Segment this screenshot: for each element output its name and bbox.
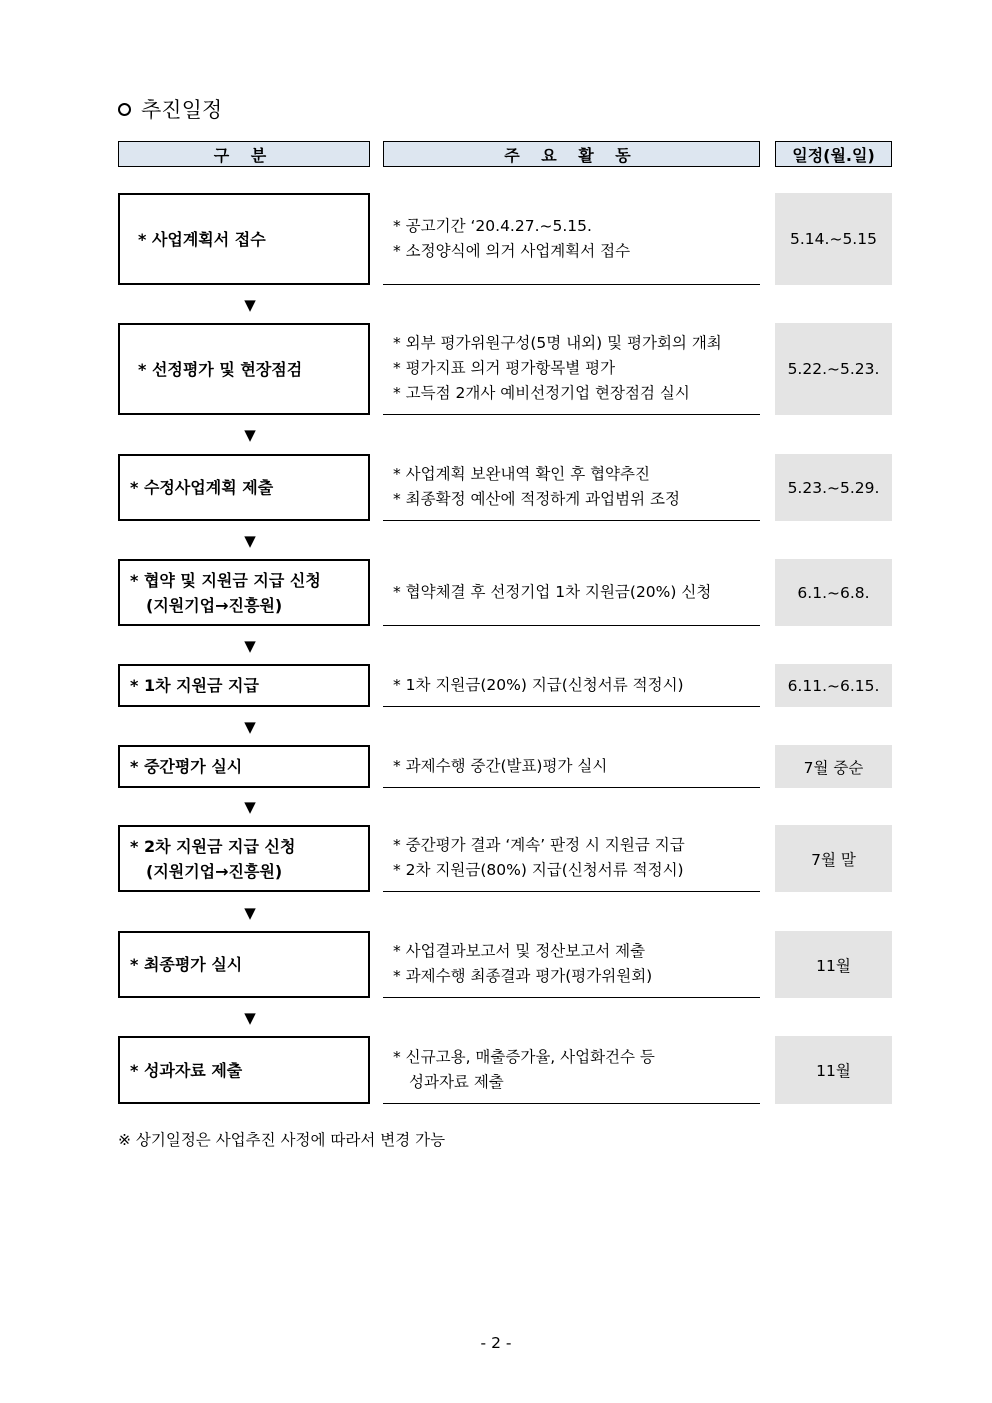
activity-cell <box>383 1036 760 1104</box>
step-label: * 최종평가 실시 <box>130 955 243 974</box>
step-label: * 수정사업계획 제출 <box>130 478 274 497</box>
activity-line: * 평가지표 의거 평가항목별 평가 <box>393 359 616 377</box>
activity-line: * 중간평가 결과 ‘계속’ 판정 시 지원금 지급 <box>393 836 685 854</box>
step-label: * 2차 지원금 지급 신청 <box>130 836 296 856</box>
down-arrow-icon: ▼ <box>244 532 256 550</box>
activity-line: * 1차 지원금(20%) 지급(신청서류 적정시) <box>393 675 684 694</box>
schedule-date: 5.14.~5.15 <box>775 193 892 285</box>
activity-line: * 2차 지원금(80%) 지급(신청서류 적정시) <box>393 861 684 879</box>
activity-line: * 소정양식에 의거 사업계획서 접수 <box>393 241 631 260</box>
header-category: 구 분 <box>118 141 370 167</box>
activity-line: * 과제수행 중간(발표)평가 실시 <box>393 756 608 775</box>
activity-cell <box>383 664 760 707</box>
schedule-date: 11월 <box>775 1036 892 1104</box>
circle-bullet-icon <box>118 103 131 116</box>
activity-line: * 협약체결 후 선정기업 1차 지원금(20%) 신청 <box>393 582 712 601</box>
step-sublabel: (지원기업→진흥원) <box>146 595 283 615</box>
schedule-date: 5.23.~5.29. <box>775 454 892 521</box>
schedule-date: 11월 <box>775 931 892 998</box>
step-sublabel: (지원기업→진흥원) <box>146 861 283 881</box>
step-box <box>118 825 370 892</box>
activity-line: * 신규고용, 매출증가율, 사업화건수 등 <box>393 1047 655 1066</box>
down-arrow-icon: ▼ <box>244 296 256 314</box>
activity-cell <box>383 454 760 521</box>
schedule-date: 6.11.~6.15. <box>775 664 892 707</box>
down-arrow-icon: ▼ <box>244 718 256 736</box>
section-title: 추진일정 <box>141 98 223 122</box>
activity-line: * 사업계획 보완내역 확인 후 협약추진 <box>393 465 650 483</box>
step-box <box>118 559 370 626</box>
activity-cell <box>383 745 760 788</box>
down-arrow-icon: ▼ <box>244 904 256 922</box>
footnote: ※ 상기일정은 사업추진 사정에 따라서 변경 가능 <box>118 1131 446 1149</box>
page-number: - 2 - <box>480 1334 512 1352</box>
step-box <box>118 454 370 521</box>
activity-cell <box>383 323 760 415</box>
activity-line: * 최종확정 예산에 적정하게 과업범위 조정 <box>393 490 680 508</box>
activity-line: * 공고기간 ‘20.4.27.~5.15. <box>393 216 592 235</box>
step-box <box>118 193 370 285</box>
step-box <box>118 1036 370 1104</box>
schedule-date: 7월 말 <box>775 825 892 892</box>
activity-cell <box>383 193 760 285</box>
down-arrow-icon: ▼ <box>244 1009 256 1027</box>
activity-line: * 외부 평가위원구성(5명 내외) 및 평가회의 개최 <box>393 334 722 352</box>
step-box <box>118 664 370 707</box>
down-arrow-icon: ▼ <box>244 798 256 816</box>
header-activities: 주 요 활 동 <box>383 141 760 167</box>
step-label: * 성과자료 제출 <box>130 1060 243 1080</box>
schedule-date: 6.1.~6.8. <box>775 559 892 626</box>
step-box <box>118 931 370 998</box>
schedule-date: 7월 중순 <box>775 745 892 788</box>
step-label: * 협약 및 지원금 지급 신청 <box>130 570 321 590</box>
section-heading <box>118 94 222 124</box>
activity-line: * 고득점 2개사 예비선정기업 현장점검 실시 <box>393 384 690 402</box>
step-box <box>118 745 370 788</box>
step-label: * 선정평가 및 현장점검 <box>138 359 303 379</box>
step-label: * 중간평가 실시 <box>130 757 243 776</box>
activity-cell <box>383 931 760 998</box>
schedule-date: 5.22.~5.23. <box>775 323 892 415</box>
step-label: * 1차 지원금 지급 <box>130 676 259 695</box>
activity-line: * 과제수행 최종결과 평가(평가위원회) <box>393 967 653 985</box>
down-arrow-icon: ▼ <box>244 426 256 444</box>
activity-line: 성과자료 제출 <box>409 1072 504 1091</box>
down-arrow-icon: ▼ <box>244 637 256 655</box>
step-label: * 사업계획서 접수 <box>138 229 266 249</box>
activity-cell <box>383 825 760 892</box>
activity-line: * 사업결과보고서 및 정산보고서 제출 <box>393 942 646 960</box>
step-box <box>118 323 370 415</box>
header-schedule: 일정(월.일) <box>775 141 892 167</box>
activity-cell <box>383 559 760 626</box>
